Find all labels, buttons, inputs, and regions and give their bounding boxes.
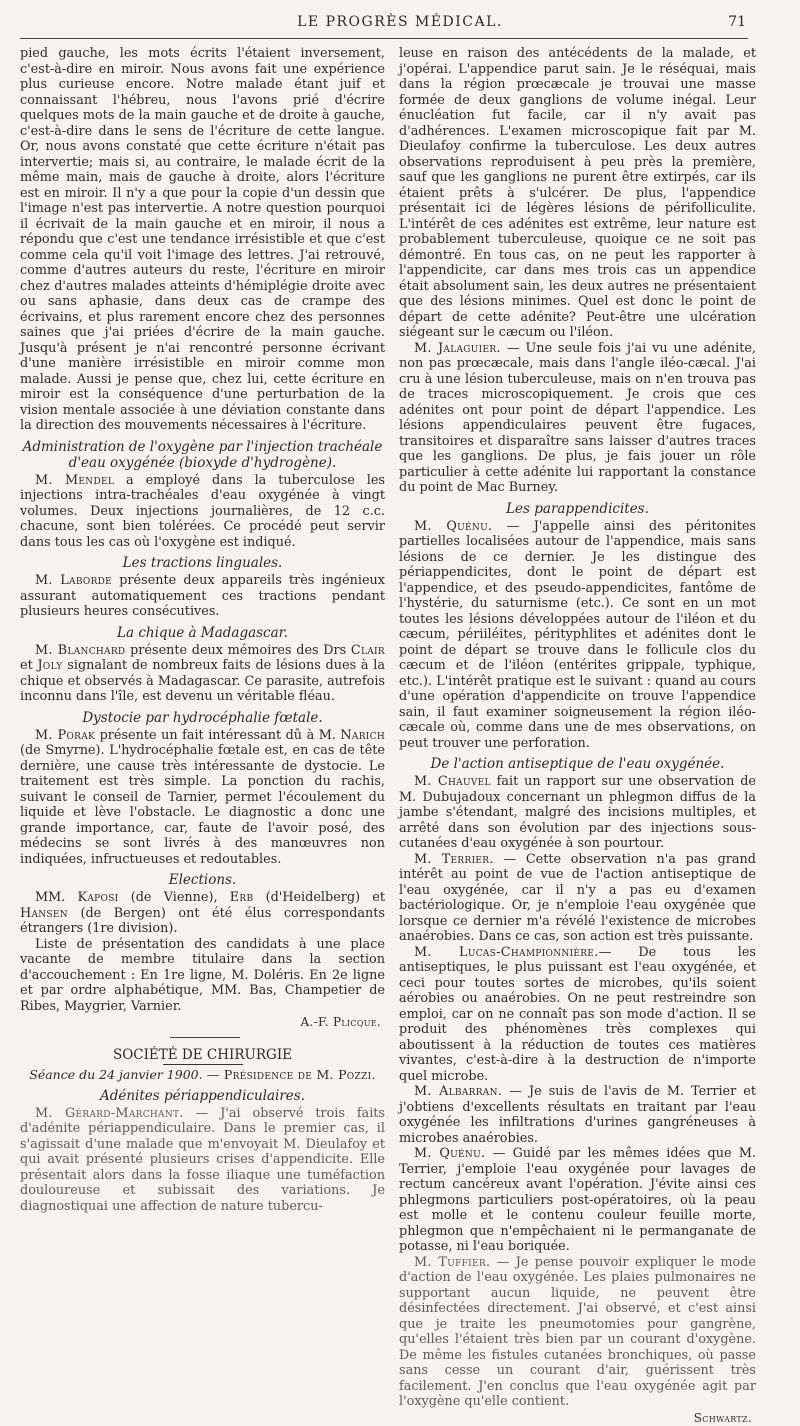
section-divider xyxy=(170,1037,240,1038)
seance-presidence: — Présidence de M. Pozzi. xyxy=(203,1067,376,1082)
seance-line xyxy=(20,1067,385,1083)
paragraph-quenu-1 xyxy=(399,519,756,752)
author-name: Narich xyxy=(340,728,385,743)
author-name: M. Albarran. xyxy=(414,1084,502,1099)
paragraph-chauvel xyxy=(399,774,756,852)
author-name: M. Jalaguier. xyxy=(414,341,501,356)
paragraph-text: et xyxy=(20,658,37,673)
paragraph-mirror-writing: pied gauche, les mots écrits l'étaient inversement, c'est-à-dire en miroir. Nous avons fait une expérience plus curieuse encore. Notre malade étant juif et connaissant l'hébreu, nous l'avons prié d'écrire quelques mots de la main gauche et de droite à gauche, c'est-à-dire dans le sens de l'écriture de cette langue. Or, nous avons constaté que cette écriture n'était pas intervertie; mais si, au contraire, le malade écrit de la même main, mais de gauche à droite, alors l'écriture est en miroir. Il n'y a que pour la copie d'un dessin que l'image n'est pas intervertie. A notre question pourquoi il écrivait de la main gauche et en miroir, il nous a répondu que c'est une tendance irrésistible et que c'est comme cela qu'il voit l'image des lettres. J'ai retrouvé, comme d'autres auteurs du reste, l'écriture en miroir chez d'autres malades atteints d'hémiplégie droite avec ou sans aphasie, dans deux cas de crampe des écrivains, et plus rarement encore chez des personnes saines que j'ai priées d'écrire de la main gauche. Jusqu'à présent je n'ai rencontré personne écrivant d'une manière irrésistible en miroir comme mon malade. Aussi je pense que, chez lui, cette écriture en miroir est la conséquence d'une perturbation de la vision mentale associée à une déviation constante dans la direction des mouvements nécessaires à l'écriture. xyxy=(20,46,385,434)
paragraph-text: signalant de nombreux faits de lésions dues à la chique et observés à Madagascar. Ce parasite, autrefois inconnu dans l'île, est devenu un véritable fléau. xyxy=(20,658,385,704)
author-name: Erb xyxy=(230,890,254,905)
paragraph-text: — Je pense pouvoir expliquer le mode d'action de l'eau oxygénée. Les plaies pulmonaires ne supportant aucun liquide, ne peuvent être désinfectées directement. J'ai observé, et c'est ainsi que je traite les pneumotomies pour gangrène, qu'elles l'étaient très bien par un courant d'oxygène. De même les fistules cutanées bronchiques, où passe sans cesse un courant d'air, guérissent très facilement. J'en conclus que l'eau oxygénée agit par l'oxygène qu'elle contient. xyxy=(399,1255,756,1410)
author-name: Hansen xyxy=(20,906,68,921)
author-name: M. Gérard-Marchant. xyxy=(35,1106,184,1121)
paragraph-text: présente un fait intéressant dû à M. xyxy=(95,728,340,743)
paragraph-text: (de Vienne), xyxy=(119,890,230,905)
paragraph-elections xyxy=(20,890,385,937)
society-divider xyxy=(163,1064,243,1065)
paragraph-liste: Liste de présentation des candidats à une place vacante de membre titulaire dans la section d'accouchement : En 1re ligne, M. Doléris. En 2e ligne et par ordre alphabétique, MM. Bas, Champetier de Ribes, Maygrier, Varnier. xyxy=(20,937,385,1015)
author-name: Kaposi xyxy=(78,890,119,905)
header-rule xyxy=(20,38,748,39)
paragraph-porak xyxy=(20,728,385,868)
paragraph-text: a employé dans la tuberculose les injections intra-trachéales d'eau oxygénée à vingt volumes. Deux injections journalières, de 12 c.c. chacune, sont bien tolérées. Ce procédé peut servir dans tous les cas où l'oxygène est indiqué. xyxy=(20,473,385,550)
author-name: Clair xyxy=(351,643,385,658)
seance-date: Séance du 24 janvier 1900. xyxy=(29,1067,202,1082)
signature-schwartz: Schwartz. xyxy=(399,1411,752,1426)
signature-plicque: A.-F. Plicque. xyxy=(20,1015,381,1031)
paragraph-gerard-marchant xyxy=(20,1106,385,1215)
paragraph-text: MM. xyxy=(35,890,78,905)
paragraph-text: — J'ai observé trois faits d'adénite périappendiculaire. Dans le premier cas, il s'agissait d'une malade que m'envoyait M. Dieulafoy et qui avait présenté plusieurs crises d'appendicite. Elle présentait alors dans la fosse iliaque une tuméfaction douloureuse et subissait des variations. Je diagnostiquai une affection de nature tubercu- xyxy=(20,1106,385,1214)
paragraph-tuffier xyxy=(399,1255,756,1410)
author-name: M. Quénu. xyxy=(414,1146,485,1161)
running-title: LE PROGRÈS MÉDICAL. xyxy=(0,14,800,30)
author-name: M. Blanchard xyxy=(35,643,125,658)
paragraph-text: (d'Heidelberg) et xyxy=(253,890,385,905)
section-heading-adenites: Adénites périappendiculaires. xyxy=(20,1088,385,1104)
paragraph-quenu-2 xyxy=(399,1146,756,1255)
society-title: SOCIÉTÉ DE CHIRURGIE xyxy=(20,1048,385,1064)
author-name: M. Laborde xyxy=(35,573,112,588)
author-name: M. Mendel xyxy=(35,473,114,488)
paragraph-text: — Une seule fois j'ai vu une adénite, non pas prœcæcale, mais dans l'angle iléo-cæcal. J'ai cru à une lésion tuberculeuse, mais on n'en trouva pas de traces microscopiquement. Je crois que ces adénites ont pour point de départ l'appendice. Les lésions appendiculaires peuvent être fugaces, transitoires et disparaître sans laisser d'autres traces que les ganglions. De plus, je fais jouer un rôle particulier à cette adénite lui rapportant la constance du point de Mac Burney. xyxy=(399,341,756,496)
paragraph-text: — Cette observation n'a pas grand intérêt au point de vue de l'action antiseptique de l'eau oxygénée, car il n'y a pas eu d'examen bactériologique. Or, je n'emploie l'eau oxygénée que lorsque ce dernier m'a révélé l'existence de microbes anaérobies. Dans ce cas, son action est très puissante. xyxy=(399,852,756,945)
paragraph-text: (de Bergen) ont été élus correspondants étrangers (1re division). xyxy=(20,906,385,937)
paragraph-text: présente deux appareils très ingénieux assurant automatiquement ces tractions pendant plusieurs heures consécutives. xyxy=(20,573,385,619)
paragraph-terrier xyxy=(399,852,756,945)
paragraph-blanchard xyxy=(20,643,385,705)
paragraph-mendel xyxy=(20,473,385,551)
page-number: 71 xyxy=(728,14,746,30)
section-heading-oxygene: Administration de l'oxygène par l'injection trachéale d'eau oxygénée (bioxyde d'hydrogène). xyxy=(20,439,385,471)
paragraph-text: — Guidé par les mêmes idées que M. Terrier, j'emploie l'eau oxygénée pour lavages de rectum cancéreux avant l'opération. J'évite ainsi ces phlegmons particuliers post-opératoires, où la peau est molle et le contenu couleur feuille morte, phlegmon que n'empêchaient ni le permanganate de potasse, ni l'eau boriquée. xyxy=(399,1146,756,1254)
author-name: M. Lucas-Championnière. xyxy=(414,945,599,960)
section-heading-elections: Elections. xyxy=(20,872,385,888)
right-column xyxy=(399,46,756,1096)
paragraph-albarran xyxy=(399,1084,756,1146)
author-name: M. Porak xyxy=(35,728,95,743)
left-column xyxy=(20,46,385,1096)
author-name: M. Chauvel xyxy=(414,774,491,789)
paragraph-text: (de Smyrne). L'hydrocéphalie fœtale est, en cas de tête dernière, une cause très intéressante de dystocie. Le traitement est très simple. La ponction du rachis, suivant le conseil de Tarnier, permet l'écoulement du liquide et lève l'obstacle. Le diagnostic a donc une grande importance, car, faute de l'avoir posé, des médecins se sont livrés à des manœuvres non indiquées, infructueuses et redoutables. xyxy=(20,743,385,867)
paragraph-text: — J'appelle ainsi des péritonites partielles localisées autour de l'appendice, mais sans lésions de ce dernier. Je les distingue des périappendicites, dont le point de départ est l'appendice, et des pseudo-appendicites, fantôme de l'hystérie, du saturnisme (etc.). Ce sont en un mot toutes les lésions développées autour de l'iléon et du cæcum, périiléites, pérityphlites et adénites dont le point de départ se trouve dans le follicule clos du cæcum et de l'iléon (entérites grippale, typhique, etc.). L'intérêt pratique est le suivant : quand au cours d'une opération d'appendicite on trouve l'appendice sain, il faut examiner soigneusement la région iléo-cæcale où, comme dans une de mes observations, on peut trouver une perforation. xyxy=(399,519,756,751)
paragraph-text: — Je suis de l'avis de M. Terrier et j'obtiens d'excellents résultats en traitant par l'eau oxygénée les infiltrations d'urines gangréneuses à microbes anaérobies. xyxy=(399,1084,756,1146)
paragraph-text: fait un rapport sur une observation de M. Dubujadoux concernant un phlegmon diffus de la jambe s'étendant, malgré des incisions multiples, et arrêté dans son évolution par des injections sous-cutanées d'eau oxygénée à son pourtour. xyxy=(399,774,756,851)
author-name: M. Tuffier. xyxy=(414,1255,490,1270)
section-heading-antiseptique: De l'action antiseptique de l'eau oxygénée. xyxy=(399,756,756,772)
paragraph-text: — De tous les antiseptiques, le plus puissant est l'eau oxygénée, et ceci pour toutes sortes de microbes, qu'ils soient aérobies ou anaérobies. On ne peut restreindre son emploi, car on ne connaît pas son mode d'action. Il se produit des phénomènes très complexes qui aboutissent à la réduction de toutes ces matières vivantes, c'est-à-dire à la destruction de n'importe quel microbe. xyxy=(399,945,756,1084)
paragraph-jalaguier xyxy=(399,341,756,496)
section-heading-tractions: Les tractions linguales. xyxy=(20,555,385,571)
author-name: Joly xyxy=(37,658,62,673)
section-heading-dystocie: Dystocie par hydrocéphalie fœtale. xyxy=(20,710,385,726)
section-heading-parappendicites: Les parappendicites. xyxy=(399,501,756,517)
paragraph-lucas-championniere xyxy=(399,945,756,1085)
paragraph-text: présente deux mémoires des Drs xyxy=(125,643,350,658)
page-header xyxy=(0,0,800,40)
author-name: M. Terrier. xyxy=(414,852,494,867)
section-heading-chique: La chique à Madagascar. xyxy=(20,625,385,641)
paragraph-adenites-continued: leuse en raison des antécédents de la malade, et j'opérai. L'appendice parut sain. Je le réséquai, mais dans la région prœcæcale je trouvai une masse formée de deux ganglions de volume inégal. Leur énucléation fut facile, car il n'y avait pas d'adhérences. L'examen microscopique fait par M. Dieulafoy confirme la tuberculose. Les deux autres observations reproduisent à peu près la première, sauf que les ganglions ne purent être extirpés, car ils étaient prêts à s'ulcérer. De plus, l'appendice présentait ici de légères lésions de périfolliculite. L'intérêt de ces adénites est extrême, leur nature est probablement tuberculeuse, quoique ce ne soit pas démontré. En tous cas, on ne peut les rapporter à l'appendicite, car dans mes trois cas un appendice était absolument sain, les deux autres ne présentaient que des lésions minimes. Quel est donc le point de départ de cette adénite? Peut-être une ulcération siégeant sur le cæcum ou l'iléon. xyxy=(399,46,756,341)
paragraph-laborde xyxy=(20,573,385,620)
author-name: M. Quénu. xyxy=(414,519,492,534)
